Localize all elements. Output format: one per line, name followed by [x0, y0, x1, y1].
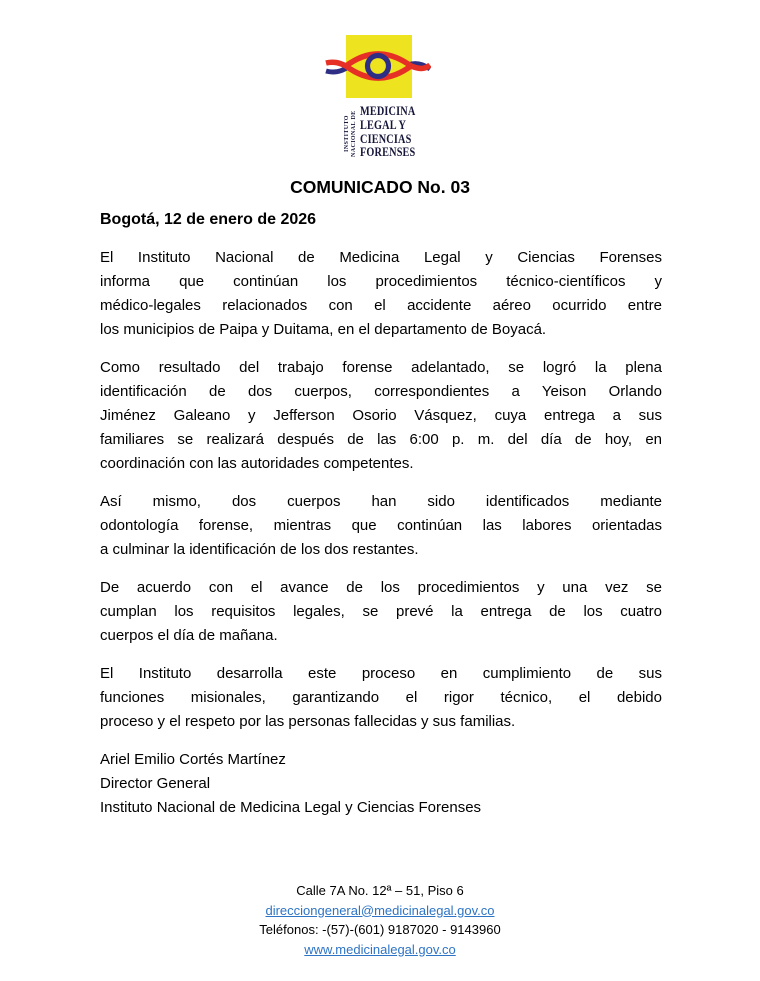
logo-wordmark [360, 105, 415, 160]
paragraph-line: Así mismo, dos cuerpos han sido identificados mediante [100, 493, 662, 510]
footer-text-line: Teléfonos: -(57)-(601) 9187020 - 9143960 [259, 922, 501, 937]
logo-red-ribbon-left [326, 62, 346, 66]
signature-line: Instituto Nacional de Medicina Legal y Ciencias Forenses [100, 799, 482, 816]
logo-wordmark-line: FORENSES [360, 145, 416, 160]
paragraph-line: El Instituto desarrolla este proceso en cumplimiento de sus [100, 665, 662, 682]
logo-yellow-square [346, 35, 412, 98]
paragraph-line: proceso y el respeto por las personas fallecidas y sus familias. [100, 713, 516, 730]
document-body [100, 246, 662, 820]
footer-text-line: Calle 7A No. 12ª – 51, Piso 6 [296, 883, 464, 898]
dateline: Bogotá, 12 de enero de 2026 [100, 211, 317, 228]
document-title: COMUNICADO No. 03 [290, 177, 470, 197]
logo-vertical-text-nacional-de: NACIONAL DE [351, 110, 357, 158]
paragraph-line: cumplan los requisitos legales, se prevé la entrega de los cuatro [100, 603, 662, 620]
signature-block [100, 748, 662, 820]
paragraph-line: Jiménez Galeano y Jefferson Osorio Vásquez, cuya entrega a sus [100, 407, 662, 424]
paragraph-line: De acuerdo con el avance de los procedimientos y una vez se [100, 579, 662, 596]
logo-vertical-text-instituto: INSTITUTO [344, 115, 350, 153]
paragraph-line: Como resultado del trabajo forense adelantado, se logró la plena [100, 359, 662, 376]
document-footer [0, 881, 760, 959]
paragraph-line: odontología forense, mientras que continúan las labores orientadas [100, 517, 662, 534]
logo-wordmark-line: CIENCIAS [360, 131, 412, 146]
paragraph-line: identificación de dos cuerpos, correspondientes a Yeison Orlando [100, 383, 662, 400]
paragraph-line: familiares se realizará después de las 6:00 p. m. del día de hoy, en [100, 431, 662, 448]
paragraph-line: funciones misionales, garantizando el rigor técnico, el debido [100, 689, 662, 706]
paragraph-line: coordinación con las autoridades competentes. [100, 455, 414, 472]
footer-website-link[interactable]: www.medicinalegal.gov.co [304, 941, 456, 957]
logo-wordmark-line: LEGAL Y [360, 117, 407, 132]
paragraph-line: a culminar la identificación de los dos restantes. [100, 541, 419, 558]
signature-line: Ariel Emilio Cortés Martínez [100, 751, 286, 768]
paragraph [100, 662, 662, 734]
footer-email-link[interactable]: direcciongeneral@medicinalegal.gov.co [265, 902, 495, 918]
paragraph-line: informa que continúan los procedimientos técnico-científicos y [100, 273, 662, 290]
logo-wordmark-line: MEDICINA [360, 104, 416, 118]
paragraph [100, 490, 662, 562]
signature-line: Director General [100, 775, 211, 792]
paragraph-line: los municipios de Paipa y Duitama, en el departamento de Boyacá. [100, 321, 547, 338]
paragraph [100, 576, 662, 648]
paragraph [100, 356, 662, 476]
paragraph [100, 246, 662, 342]
institute-logo-emblem-icon [325, 35, 431, 99]
paragraph-line: El Instituto Nacional de Medicina Legal y Ciencias Forenses [100, 249, 662, 266]
paragraph-line: cuerpos el día de mañana. [100, 627, 278, 644]
paragraph-line: médico-legales relacionados con el accidente aéreo ocurrido entre [100, 297, 662, 314]
